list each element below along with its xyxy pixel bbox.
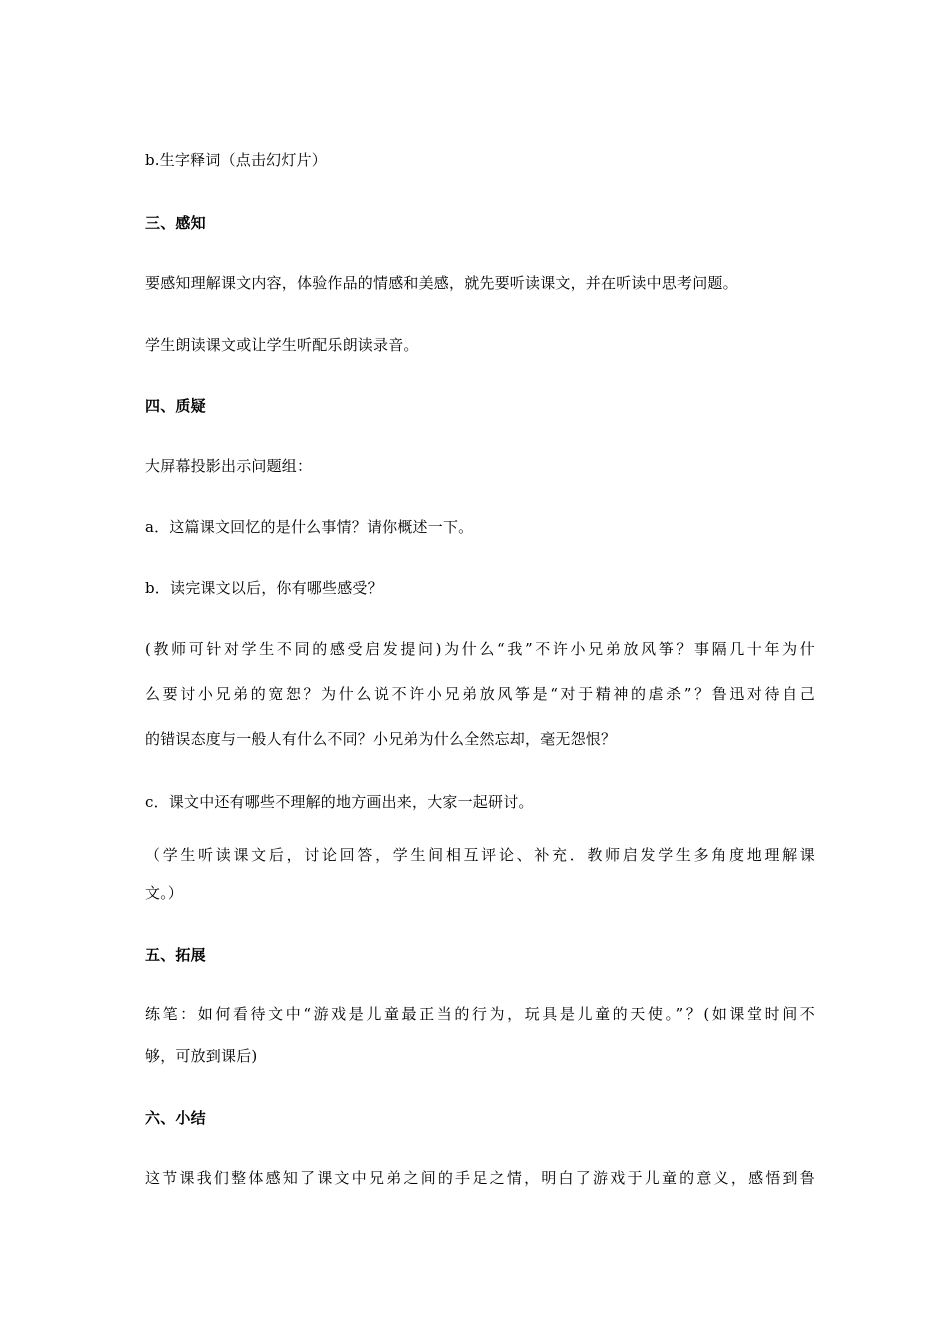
section-heading-extension: 五、拓展	[145, 946, 206, 964]
question-c: c．课文中还有哪些不理解的地方画出来，大家一起研讨。	[145, 793, 534, 811]
writing-practice-line-2: 够，可放到课后)	[145, 1047, 258, 1065]
section-heading-perception: 三、感知	[145, 214, 206, 232]
paragraph-student-reading: 学生朗读课文或让学生听配乐朗读录音。	[145, 336, 419, 354]
paragraph-new-words: b.生字释词（点击幻灯片）	[145, 151, 327, 169]
question-b: b．读完课文以后，你有哪些感受？	[145, 579, 383, 597]
discussion-note-line-1: （学生听读课文后，讨论回答，学生间相互评论、补充．教师启发学生多角度地理解课	[145, 846, 815, 864]
paragraph-perception-intro: 要感知理解课文内容，体验作品的情感和美感，就先要听读课文，并在听读中思考问题。	[145, 274, 738, 292]
section-heading-questioning: 四、质疑	[145, 397, 206, 415]
summary-paragraph: 这节课我们整体感知了课文中兄弟之间的手足之情，明白了游戏于儿童的意义，感悟到鲁	[145, 1169, 815, 1187]
section-heading-summary: 六、小结	[145, 1109, 206, 1127]
teacher-prompt-line-2: 么要讨小兄弟的宽恕？为什么说不许小兄弟放风筝是“对于精神的虐杀”？鲁迅对待自己	[145, 685, 815, 703]
teacher-prompt-line-1: (教师可针对学生不同的感受启发提问)为什么“我”不许小兄弟放风筝？事隔几十年为什	[145, 640, 815, 658]
discussion-note-line-2: 文。）	[145, 884, 184, 902]
paragraph-question-group: 大屏幕投影出示问题组：	[145, 457, 313, 475]
teacher-prompt-line-3: 的错误态度与一般人有什么不同？小兄弟为什么全然忘却，毫无怨恨？	[145, 730, 617, 748]
question-a: a．这篇课文回忆的是什么事情？请你概述一下。	[145, 518, 474, 536]
writing-practice-line-1: 练笔：如何看待文中“游戏是儿童最正当的行为，玩具是儿童的天使。”？(如课堂时间不	[145, 1005, 815, 1023]
